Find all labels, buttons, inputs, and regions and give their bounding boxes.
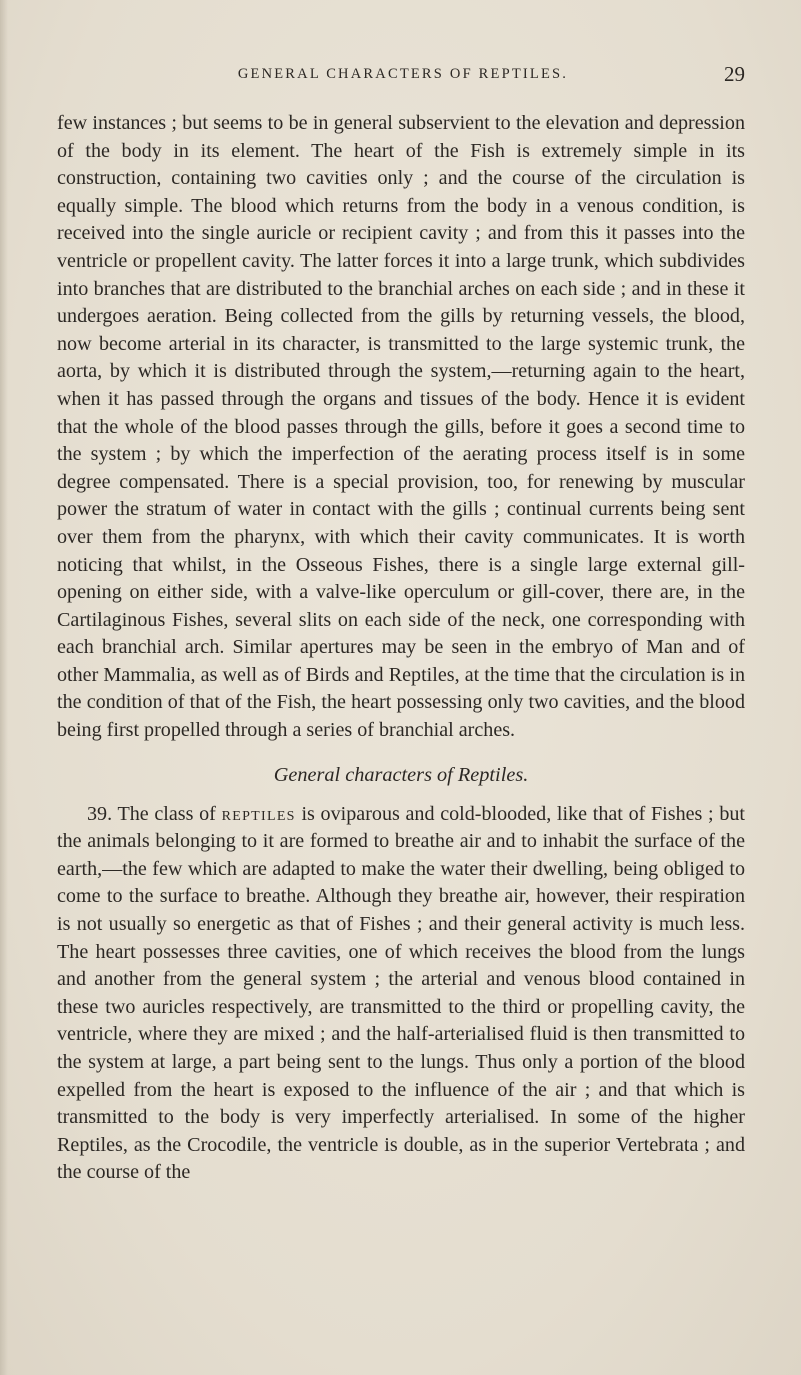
page-number: 29 [724, 62, 745, 86]
paragraph-continued: few instances ; but seems to be in general subservient to the elevation and depression of the body in its element. The heart of the Fish is extremely simple in its construction, containing two cavities only ; and the course of the circulation is equally simple. The blood which returns from the body in a venous condition, is received into the single auricle or recipient cavity ; and from this it passes into the ventricle or propellent cavity. The latter forces it into a large trunk, which subdivides into branches that are distributed to the branchial arches on each side ; and in these it undergoes aeration. Being collected from the gills by returning vessels, the blood, now become arterial in its character, is transmitted to the large systemic trunk, the aorta, by which it is distributed through the system,—returning again to the heart, when it has passed through the organs and tissues of the body. Hence it is evident that the whole of the blood passes through the gills, before it goes a second time to the system ; by which the imperfection of the aerating process itself is in some degree compensated. There is a special provision, too, for renewing by muscular power the stratum of water in contact with the gills ; continual currents being sent over them from the pharynx, with which their cavity communicates. It is worth noticing that whilst, in the Osseous Fishes, there is a single large external gill-opening on either side, with a valve-like operculum or gill-cover, there are, in the Cartilaginous Fishes, several slits on each side of the neck, one corresponding with each branchial arch. Similar apertures may be seen in the embryo of Man and of other Mammalia, as well as of Birds and Reptiles, at the time that the circulation is in the condition of that of the Fish, the heart possessing only two cavities, and the blood being first propelled through a series of branchial arches. [57, 112, 745, 742]
section-heading: General characters of Reptiles. [273, 763, 529, 786]
paragraph-lead: The class of [117, 802, 216, 825]
paragraph-number: 39. [87, 802, 113, 825]
paragraph-term: reptiles [221, 802, 296, 825]
page-gutter-shadow [0, 0, 8, 1375]
paragraph-39 [57, 801, 745, 1187]
running-head [57, 62, 745, 88]
running-title: GENERAL CHARACTERS OF REPTILES. [237, 66, 569, 82]
paragraph-body: is oviparous and cold-blooded, like that of Fishes ; but the animals belonging to it are formed to breathe air and to inhabit the surface of the earth,—the few which are adapted to make the water their dwelling, being obliged to come to the surface to breathe. Although they breathe air, however, their respiration is not usually so energetic as that of Fishes ; and their general activity is much less. The heart possesses three cavities, one of which receives the blood from the lungs and another from the general system ; the arterial and venous blood contained in these two auricles respectively, are transmitted to the third or propelling cavity, the ventricle, where they are mixed ; and the half-arterialised fluid is then transmitted to the system at large, a part being sent to the lungs. Thus only a portion of the blood expelled from the heart is exposed to the influence of the air ; and that which is transmitted to the body is very imperfectly arterialised. In some of the higher Reptiles, as the Crocodile, the ventricle is double, as in the superior Vertebrata ; and the course of the [57, 802, 745, 1184]
